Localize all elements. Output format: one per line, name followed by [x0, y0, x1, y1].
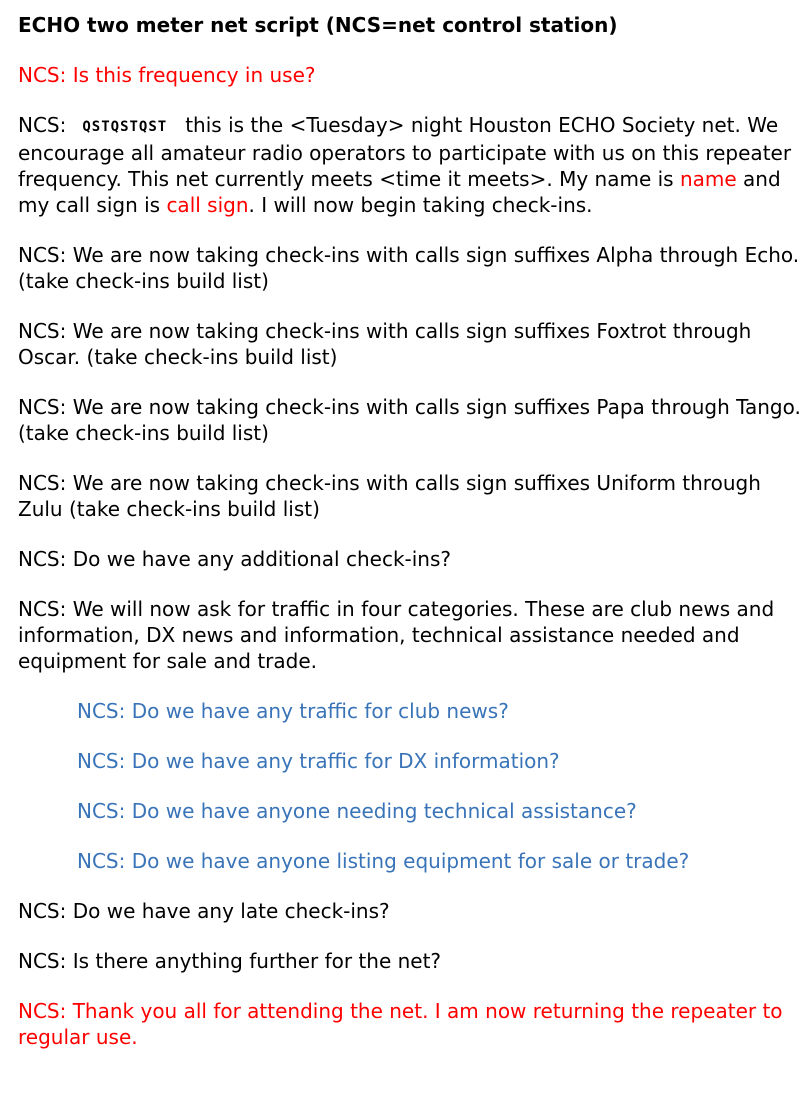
- anything-further-line: NCS: Is there anything further for the net?: [18, 949, 442, 973]
- intro-text-3: . I will now begin taking check-ins.: [248, 193, 593, 217]
- checkin-papa-tango: NCS: We are now taking check-ins with calls sign suffixes Papa through Tango. (take check-ins build list): [18, 395, 801, 445]
- call-sign-placeholder: call sign: [166, 193, 249, 217]
- traffic-intro-paragraph: NCS: We will now ask for traffic in four categories. These are club news and information, DX news and information, technical assistance needed and equipment for sale and trade.: [18, 597, 775, 673]
- frequency-check-line: NCS: Is this frequency in use?: [18, 63, 316, 87]
- operator-name-placeholder: name: [679, 167, 737, 191]
- closing-line: NCS: Thank you all for attending the net. I am now returning the repeater to regular use.: [18, 999, 783, 1049]
- checkin-uniform-zulu: NCS: We are now taking check-ins with calls sign suffixes Uniform through Zulu (take check-ins build list): [18, 471, 761, 521]
- intro-text-1: this is the <Tuesday> night Houston ECHO Society net. We encourage all amateur radio operators to participate with us on this repeater frequency. This net currently meets <time it meets>. My name is: [18, 113, 792, 191]
- checkin-foxtrot-oscar: NCS: We are now taking check-ins with calls sign suffixes Foxtrot through Oscar. (take check-ins build list): [18, 319, 752, 369]
- checkin-alpha-echo: NCS: We are now taking check-ins with calls sign suffixes Alpha through Echo. (take check-ins build list): [18, 243, 800, 293]
- traffic-dx-information: NCS: Do we have any traffic for DX information?: [77, 749, 560, 773]
- net-script-document: [18, 12, 803, 1050]
- intro-text-2: and my call sign is: [18, 167, 781, 217]
- additional-checkins-line: NCS: Do we have any additional check-ins?: [18, 547, 452, 571]
- traffic-club-news: NCS: Do we have any traffic for club news?: [77, 699, 509, 723]
- intro-prefix: NCS:: [18, 113, 67, 137]
- traffic-technical-assistance: NCS: Do we have anyone needing technical assistance?: [77, 799, 637, 823]
- traffic-equipment-sale: NCS: Do we have anyone listing equipment for sale or trade?: [77, 849, 690, 873]
- intro-paragraph: [18, 112, 803, 218]
- document-title: ECHO two meter net script (NCS=net control station): [18, 13, 618, 37]
- late-checkins-line: NCS: Do we have any late check-ins?: [18, 899, 390, 923]
- qst-callout: QSTQSTQST: [82, 119, 168, 135]
